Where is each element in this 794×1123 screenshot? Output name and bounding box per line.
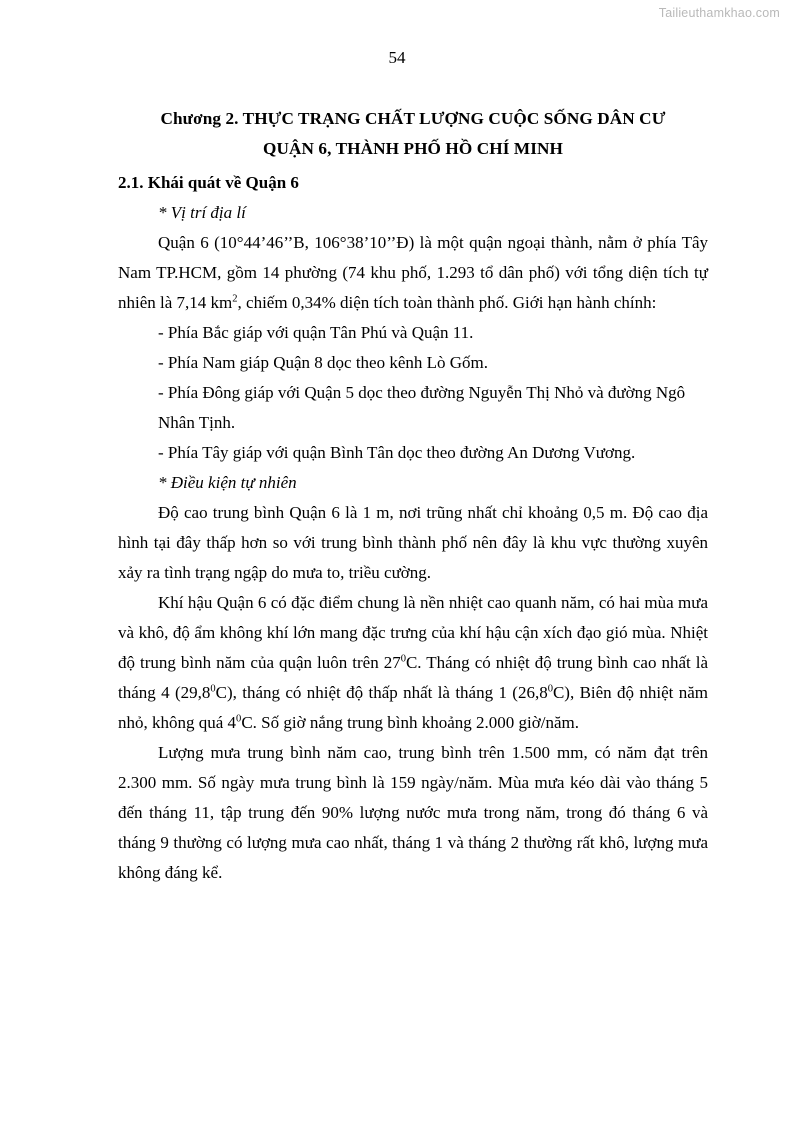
subheading-location: * Vị trí địa lí <box>158 203 246 222</box>
temperature-degree-superscript-2: 0 <box>210 683 216 695</box>
watermark-text: Tailieuthamkhao.com <box>658 6 780 20</box>
paragraph-elevation: Độ cao trung bình Quận 6 là 1 m, nơi trũng nhất chỉ khoảng 0,5 m. Độ cao địa hình tại đây thấp hơn so với trung bình thành phố nên đây là khu vực thường xuyên xảy ra tình trạng ngập do mưa to, triều cường. <box>118 503 708 582</box>
climate-part-c: C), tháng có nhiệt độ thấp nhất là tháng 1 (26,8 <box>215 683 548 702</box>
paragraph-rainfall: Lượng mưa trung bình năm cao, trung bình trên 1.500 mm, có năm đạt trên 2.300 mm. Số ngày mưa trung bình là 159 ngày/năm. Mùa mưa kéo dài vào tháng 5 đến tháng 11, tập trung đến 90% lượng nước mưa trong năm, trong đó tháng 6 và tháng 9 thường có lượng mưa cao nhất, tháng 1 và tháng 2 thường rất khô, lượng mưa không đáng kể. <box>118 743 708 882</box>
climate-part-e: C. Số giờ nắng trung bình khoảng 2.000 giờ/năm. <box>241 713 579 732</box>
temperature-degree-superscript-4: 0 <box>236 713 242 725</box>
climate-part-a: Khí hậu Quận 6 có đặc điểm chung là nền nhiệt cao quanh năm, có hai mùa mưa và khô, độ ẩm không khí lớn mang đặc trưng của khí hậu cận xích đạo gió mùa. Nhiệt độ trung bình năm của quận luôn trên 27 <box>118 593 708 672</box>
location-intro-part-b: , chiếm 0,34% diện tích toàn thành phố. Giới hạn hành chính: <box>237 293 657 312</box>
climate-part-d: C), Biên độ nhiệt năm nhỏ, không quá 4 <box>118 683 708 732</box>
subheading-natural-conditions: * Điều kiện tự nhiên <box>158 473 297 492</box>
temperature-degree-superscript-3: 0 <box>547 683 553 695</box>
paragraph-climate <box>118 588 708 738</box>
chapter-title-line-1: Chương 2. THỰC TRẠNG CHẤT LƯỢNG CUỘC SỐNG DÂN CƯ <box>160 109 666 128</box>
page-content <box>118 104 708 888</box>
climate-part-b: C. Tháng có nhiệt độ trung bình cao nhất là tháng 4 (29,8 <box>118 653 708 702</box>
boundary-south: - Phía Nam giáp Quận 8 dọc theo kênh Lò Gốm. <box>158 353 489 372</box>
chapter-title-line-2: QUẬN 6, THÀNH PHỐ HỒ CHÍ MINH <box>262 139 564 158</box>
area-superscript: 2 <box>232 293 238 305</box>
boundary-east: - Phía Đông giáp với Quận 5 dọc theo đường Nguyễn Thị Nhỏ và đường Ngô Nhân Tịnh. <box>158 383 686 432</box>
paragraph-location-intro <box>118 228 708 318</box>
location-intro-part-a: Quận 6 (10°44’46’’B, 106°38’10’’Đ) là một quận ngoại thành, nằm ở phía Tây Nam TP.HCM, gồm 14 phường (74 khu phố, 1.293 tổ dân phố) với tổng diện tích tự nhiên là 7,14 km <box>118 233 708 312</box>
page-number: 54 <box>388 48 406 67</box>
temperature-degree-superscript-1: 0 <box>400 653 406 665</box>
boundary-north: - Phía Bắc giáp với quận Tân Phú và Quận 11. <box>158 323 474 342</box>
section-heading-2-1: 2.1. Khái quát về Quận 6 <box>118 173 299 192</box>
chapter-title <box>118 104 708 164</box>
boundary-west: - Phía Tây giáp với quận Bình Tân dọc theo đường An Dương Vương. <box>158 443 636 462</box>
